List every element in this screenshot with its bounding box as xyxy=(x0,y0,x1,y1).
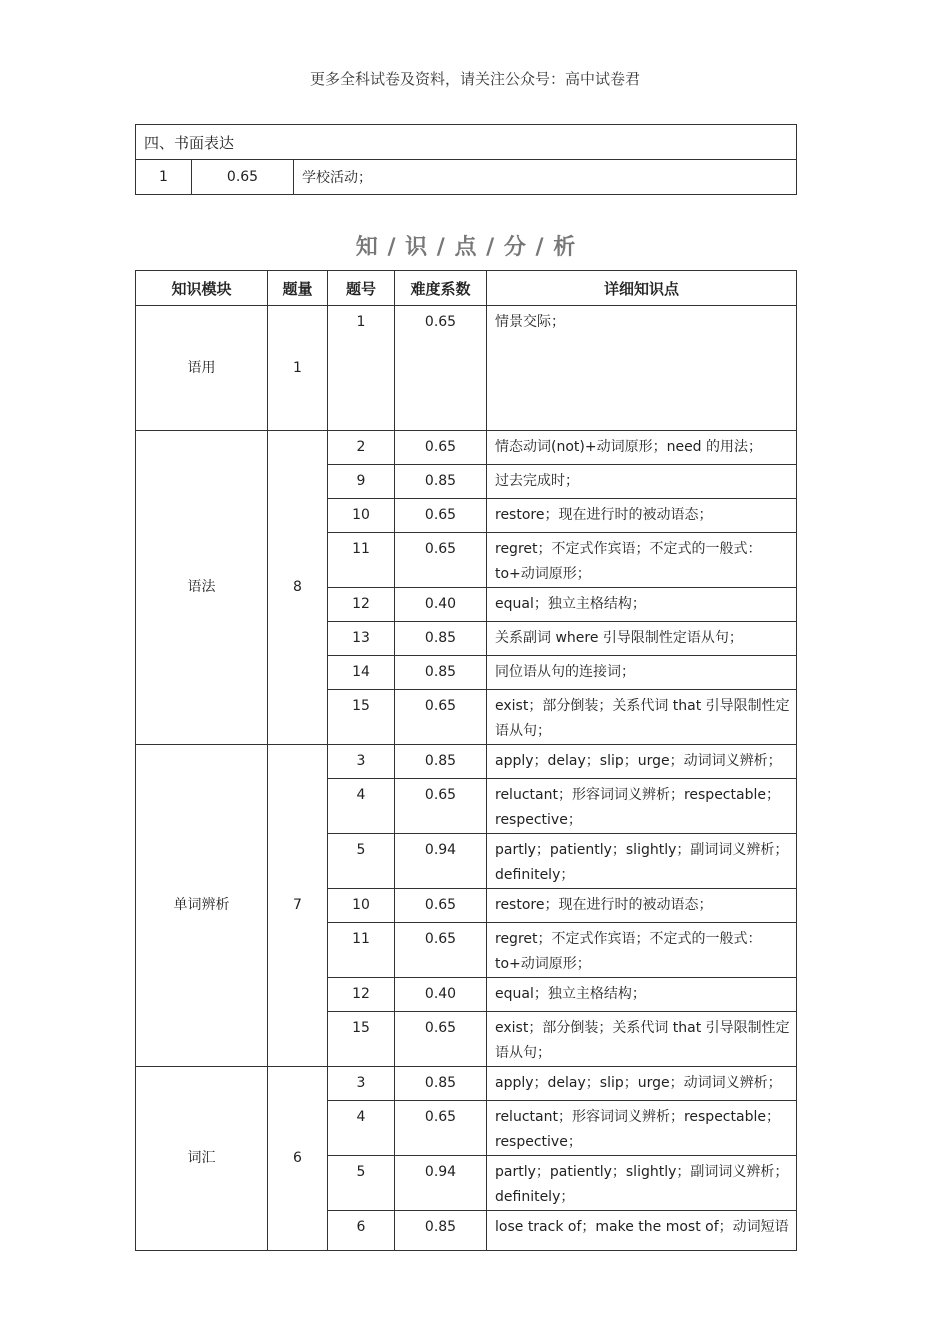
knowledge-detail: restore；现在进行时的被动语态； xyxy=(487,889,797,923)
knowledge-detail: partly；patiently；slightly；副词词义辨析；definitely； xyxy=(487,1156,797,1211)
module-name: 词汇 xyxy=(136,1067,268,1251)
question-number: 12 xyxy=(328,978,395,1012)
difficulty: 0.65 xyxy=(395,306,487,431)
header-notice: 更多全科试卷及资料，请关注公众号：高中试卷君 xyxy=(309,70,640,88)
knowledge-detail: 情态动词(not)+动词原形；need 的用法； xyxy=(487,431,797,465)
knowledge-detail: regret；不定式作宾语；不定式的一般式：to+动词原形； xyxy=(487,533,797,588)
difficulty: 0.65 xyxy=(395,923,487,978)
difficulty: 0.85 xyxy=(395,1067,487,1101)
difficulty: 0.65 xyxy=(395,690,487,745)
table-row xyxy=(136,431,797,465)
knowledge-detail: reluctant；形容词词义辨析；respectable；respective； xyxy=(487,1101,797,1156)
difficulty: 0.65 xyxy=(395,533,487,588)
question-number: 4 xyxy=(328,1101,395,1156)
knowledge-detail: 同位语从句的连接词； xyxy=(487,656,797,690)
difficulty: 0.40 xyxy=(395,588,487,622)
table-row xyxy=(136,306,797,431)
question-number: 12 xyxy=(328,588,395,622)
knowledge-detail: 学校活动； xyxy=(294,160,797,195)
question-count: 6 xyxy=(268,1067,328,1251)
analysis-title: 知 / 识 / 点 / 分 / 析 xyxy=(355,235,577,260)
difficulty: 0.85 xyxy=(395,656,487,690)
question-number: 15 xyxy=(328,690,395,745)
knowledge-detail: equal；独立主格结构； xyxy=(487,978,797,1012)
knowledge-detail: exist；部分倒装；关系代词 that 引导限制性定语从句； xyxy=(487,690,797,745)
knowledge-detail: regret；不定式作宾语；不定式的一般式：to+动词原形； xyxy=(487,923,797,978)
knowledge-detail: lose track of；make the most of；动词短语 xyxy=(487,1211,797,1251)
module-name: 语用 xyxy=(136,306,268,431)
question-number: 1 xyxy=(328,306,395,431)
question-count: 7 xyxy=(268,745,328,1067)
question-number: 6 xyxy=(328,1211,395,1251)
difficulty: 0.85 xyxy=(395,465,487,499)
knowledge-detail: restore；现在进行时的被动语态； xyxy=(487,499,797,533)
question-number: 10 xyxy=(328,889,395,923)
section-title: 四、书面表达 xyxy=(136,125,797,160)
question-number: 5 xyxy=(328,1156,395,1211)
difficulty: 0.85 xyxy=(395,622,487,656)
difficulty: 0.65 xyxy=(395,1101,487,1156)
header-detail: 详细知识点 xyxy=(487,271,797,306)
difficulty: 0.65 xyxy=(395,431,487,465)
difficulty: 0.85 xyxy=(395,745,487,779)
question-number: 14 xyxy=(328,656,395,690)
section-writing-table xyxy=(135,124,797,195)
module-name: 语法 xyxy=(136,431,268,745)
difficulty: 0.94 xyxy=(395,834,487,889)
knowledge-detail: exist；部分倒装；关系代词 that 引导限制性定语从句； xyxy=(487,1012,797,1067)
question-number: 3 xyxy=(328,745,395,779)
difficulty: 0.65 xyxy=(395,499,487,533)
difficulty: 0.94 xyxy=(395,1156,487,1211)
knowledge-detail: reluctant；形容词词义辨析；respectable；respective； xyxy=(487,779,797,834)
question-number: 5 xyxy=(328,834,395,889)
knowledge-detail: apply；delay；slip；urge；动词词义辨析； xyxy=(487,1067,797,1101)
question-number: 2 xyxy=(328,431,395,465)
question-number: 1 xyxy=(136,160,192,195)
module-name: 单词辨析 xyxy=(136,745,268,1067)
question-count: 8 xyxy=(268,431,328,745)
question-number: 10 xyxy=(328,499,395,533)
difficulty: 0.40 xyxy=(395,978,487,1012)
header-difficulty: 难度系数 xyxy=(395,271,487,306)
difficulty: 0.65 xyxy=(192,160,294,195)
question-number: 15 xyxy=(328,1012,395,1067)
question-count: 1 xyxy=(268,306,328,431)
difficulty: 0.65 xyxy=(395,779,487,834)
knowledge-detail: 关系副词 where 引导限制性定语从句； xyxy=(487,622,797,656)
difficulty: 0.65 xyxy=(395,1012,487,1067)
question-number: 13 xyxy=(328,622,395,656)
question-number: 11 xyxy=(328,923,395,978)
difficulty: 0.85 xyxy=(395,1211,487,1251)
knowledge-detail: 过去完成时； xyxy=(487,465,797,499)
knowledge-detail: apply；delay；slip；urge；动词词义辨析； xyxy=(487,745,797,779)
difficulty: 0.65 xyxy=(395,889,487,923)
question-number: 11 xyxy=(328,533,395,588)
header-number: 题号 xyxy=(328,271,395,306)
table-row xyxy=(136,745,797,779)
knowledge-detail: 情景交际； xyxy=(487,306,797,431)
header-module: 知识模块 xyxy=(136,271,268,306)
knowledge-detail: equal；独立主格结构； xyxy=(487,588,797,622)
question-number: 3 xyxy=(328,1067,395,1101)
question-number: 4 xyxy=(328,779,395,834)
knowledge-detail: partly；patiently；slightly；副词词义辨析；definitely； xyxy=(487,834,797,889)
question-number: 9 xyxy=(328,465,395,499)
knowledge-analysis-table xyxy=(135,270,797,1251)
table-row xyxy=(136,160,797,195)
header-count: 题量 xyxy=(268,271,328,306)
table-row xyxy=(136,1067,797,1101)
